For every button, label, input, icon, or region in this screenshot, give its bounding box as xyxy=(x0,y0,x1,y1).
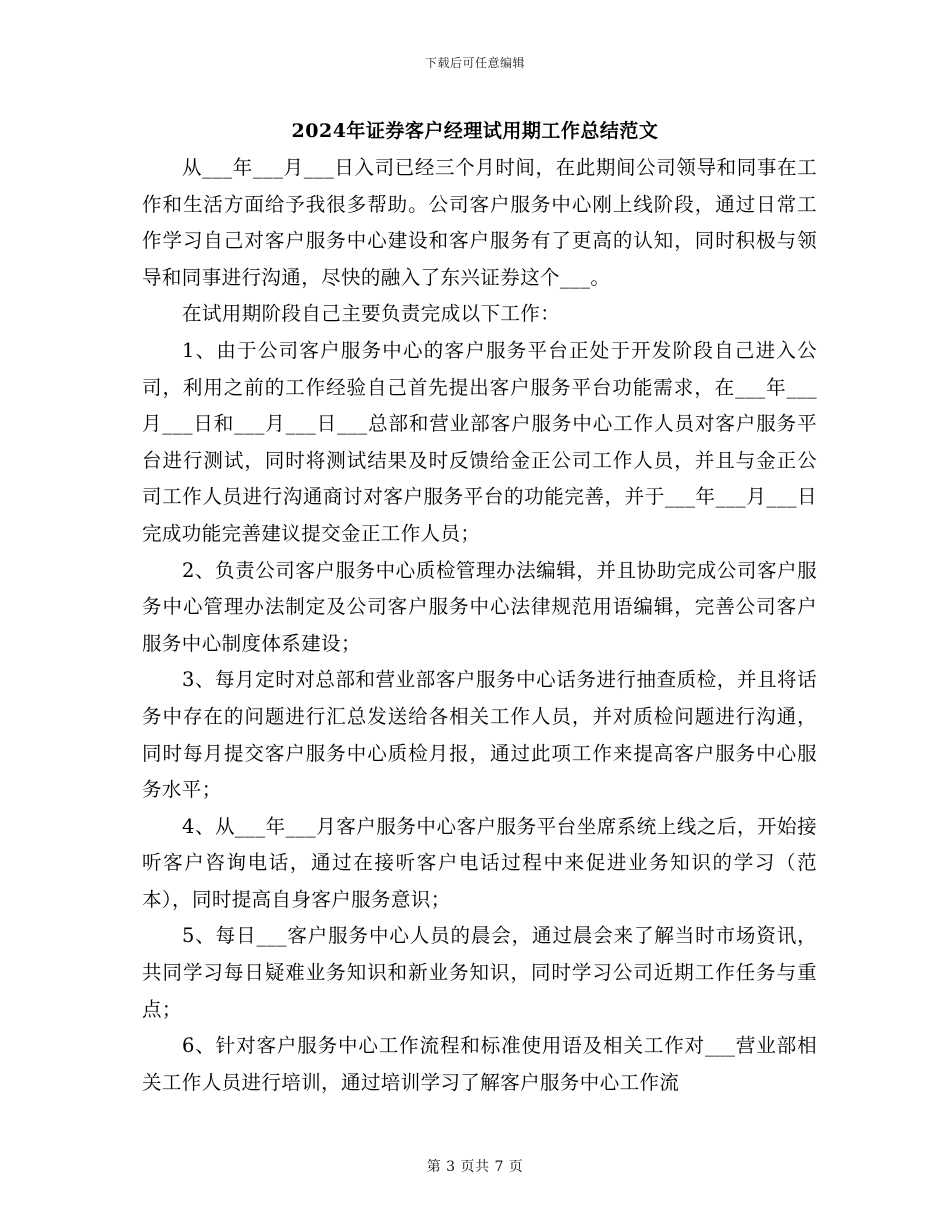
paragraph-intro: 从___年___月___日入司已经三个月时间，在此期间公司领导和同事在工作和生活方面给予我很多帮助。公司客户服务中心刚上线阶段，通过日常工作学习自己对客户服务中心建设和客户服务有了更高的认知，同时积极与领导和同事进行沟通，尽快的融入了东兴证券这个___。 xyxy=(142,156,817,289)
paragraph-item-2: 2、负责公司客户服务中心质检管理办法编辑，并且协助完成公司客户服务中心管理办法制定及公司客户服务中心法律规范用语编辑，完善公司客户服务中心制度体系建设； xyxy=(142,558,817,655)
document-body xyxy=(142,150,817,1101)
paragraph-item-5: 5、每日___客户服务中心人员的晨会，通过晨会来了解当时市场资讯，共同学习每日疑难业务知识和新业务知识，同时学习公司近期工作任务与重点； xyxy=(142,924,817,1021)
document-title: 2024年证券客户经理试用期工作总结范文 xyxy=(291,120,659,142)
paragraph-item-6: 6、针对客户服务中心工作流程和标准使用语及相关工作对___营业部相关工作人员进行培训，通过培训学习了解客户服务中心工作流 xyxy=(142,1034,817,1094)
paragraph-work-summary-lead: 在试用期阶段自己主要负责完成以下工作： xyxy=(182,302,561,326)
paragraph-item-1: 1、由于公司客户服务中心的客户服务平台正处于开发阶段自己进入公司，利用之前的工作经验自己首先提出客户服务平台功能需求，在___年___月___日和___月___日___总部和营业部客户服务中心工作人员对客户服务平台进行测试，同时将测试结果及时反馈给金正公司工作人员，并且与金正公司工作人员进行沟通商讨对客户服务平台的功能完善，并于___年___月___日完成功能完善建议提交金正工作人员； xyxy=(142,338,817,545)
paragraph-item-3: 3、每月定时对总部和营业部客户服务中心话务进行抽查质检，并且将话务中存在的问题进行汇总发送给各相关工作人员，并对质检问题进行沟通，同时每月提交客户服务中心质检月报，通过此项工作来提高客户服务中心服务水平； xyxy=(142,668,817,802)
paragraph-item-4: 4、从___年___月客户服务中心客户服务平台坐席系统上线之后，开始接听客户咨询电话，通过在接听客户电话过程中来促进业务知识的学习（范本），同时提高自身客户服务意识； xyxy=(142,814,817,911)
header-note: 下载后可任意编辑 xyxy=(424,56,525,70)
page-number: 第 3 页共 7 页 xyxy=(426,1159,524,1175)
